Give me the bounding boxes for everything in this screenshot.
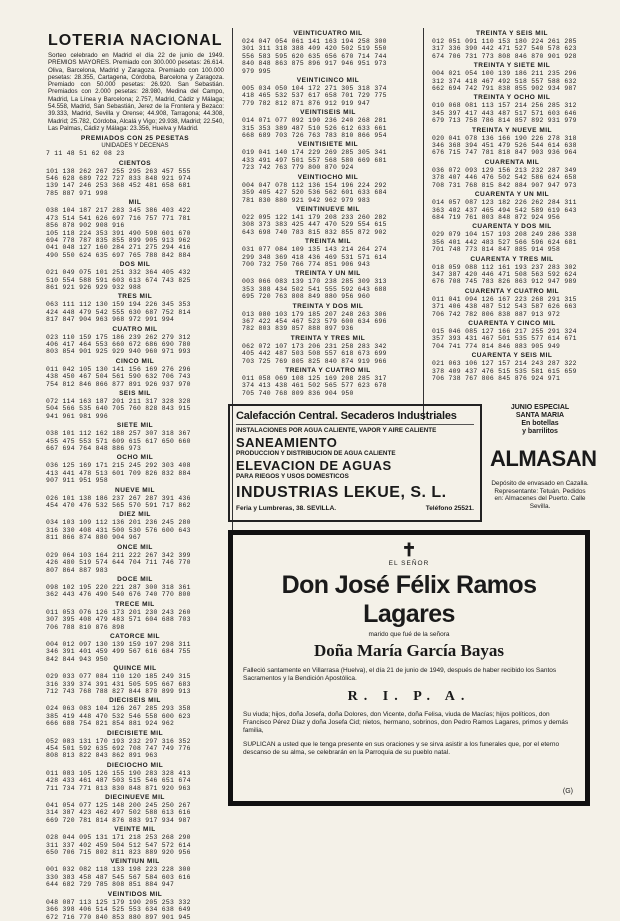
number-row: 668 689 703 726 763 783 810 866 954 bbox=[242, 132, 387, 140]
section-heading: ONCE MIL bbox=[117, 543, 153, 551]
number-row: 840 848 863 875 896 917 946 951 973 bbox=[242, 60, 387, 68]
section-heading: OCHO MIL bbox=[116, 454, 154, 462]
section-heading: TREINTA MIL bbox=[305, 238, 351, 246]
number-row: 020 041 078 136 166 190 226 278 318 bbox=[432, 134, 577, 142]
section-heading: VEINTISIETE MIL bbox=[297, 141, 359, 149]
number-row: 374 413 438 461 502 565 577 623 678 bbox=[242, 382, 387, 390]
number-row: 038 104 187 217 283 345 386 403 422 bbox=[46, 207, 191, 215]
column-rule bbox=[423, 28, 424, 420]
number-row: 779 782 812 871 876 912 919 947 bbox=[242, 99, 371, 107]
obituary-request: SUPLICAN a usted que le tenga presente en sus oraciones y se sirva asistir a los funerales que, por el eterno descanso de su alma, se celebrarán en la Parroquia de su pueblo natal. bbox=[243, 741, 560, 756]
number-row: 708 731 768 815 842 884 907 947 973 bbox=[432, 181, 577, 189]
section-heading: VEINTIDOS MIL bbox=[107, 890, 163, 898]
number-row: 048 087 113 125 179 190 205 253 332 bbox=[46, 898, 191, 906]
section-heading: CUARENTA Y SEIS MIL bbox=[471, 352, 553, 360]
section-heading: CUARENTA MIL bbox=[484, 158, 540, 166]
number-row: 676 708 745 783 826 863 912 947 989 bbox=[432, 278, 577, 286]
number-row: 781 830 880 921 942 962 979 983 bbox=[242, 196, 371, 204]
number-row: 003 066 083 139 170 238 285 309 313 bbox=[242, 278, 387, 286]
ad-line: PARA RIEGOS Y USOS DOMESTICOS bbox=[236, 473, 349, 480]
section-heading: TREINTA Y UN MIL bbox=[295, 270, 361, 278]
section-heading: DIECISIETE MIL bbox=[106, 729, 164, 737]
section-heading: CUARENTA Y CINCO MIL bbox=[468, 319, 556, 327]
number-row: 301 311 318 388 409 420 502 519 550 bbox=[242, 45, 387, 53]
number-row: 308 373 383 425 447 470 529 554 615 bbox=[242, 221, 387, 229]
obituary-footer: (G) bbox=[562, 788, 573, 795]
section-heading: CUARENTA Y TRES MIL bbox=[470, 255, 554, 263]
number-row: 004 012 097 130 139 159 197 298 311 bbox=[46, 640, 191, 648]
obituary-name: Don José Félix Ramos Lagares bbox=[281, 571, 537, 628]
number-row: 024 063 083 104 126 267 285 293 358 bbox=[46, 705, 191, 713]
number-row: 669 720 781 814 876 883 917 934 987 bbox=[46, 816, 191, 824]
number-row: 454 501 592 635 692 708 747 749 776 bbox=[46, 745, 191, 753]
section-heading: CUATRO MIL bbox=[112, 325, 158, 333]
number-row: 941 961 981 996 bbox=[46, 412, 109, 420]
number-row: 807 864 887 983 bbox=[46, 566, 109, 574]
number-row: 139 147 246 253 368 452 481 658 681 bbox=[46, 182, 191, 190]
section-heading: DIECINUEVE MIL bbox=[105, 794, 165, 802]
lottery-intro: Sorteo celebrado en Madrid el día 22 de junio de 1949. PREMIOS MAYORES. Premiado con 300.000 pesetas: 26.614. Oliva, Barcelona, Madrid y Zaragoza. Premiado con 100.000 pesetas: 28.355, Cartagena, Córdoba, Barcelona y Zaragoza. Premiado con 50.000 pesetas: 26.920. San Sebastián. Premiados con 2.000 pesetas: 28.980, Medina del Campo, Madrid, La Línea y Barcelona; 2.757, Madrid, Cádiz y Málaga; 54.558, Madrid, San Sebastián, Jerez de la Frontera y Bezaco: 39.333, Madrid, Sevilla y Orense; 44.908, Tarragona; 44.308, Madrid; 25.782, Córdoba, Alcalá y Vigo; 29.938, Madrid; 22.540, Las Palmas, Cádiz y Málaga: 23.356, Huelva y Madrid. bbox=[48, 52, 224, 132]
section-heading: TRES MIL bbox=[117, 293, 153, 301]
number-row: 754 812 846 866 877 891 926 937 970 bbox=[46, 380, 191, 388]
number-row: 098 102 195 220 221 287 300 318 361 bbox=[46, 583, 191, 591]
number-row: 378 407 446 476 502 542 586 624 658 bbox=[432, 174, 577, 182]
number-row: 842 844 943 950 bbox=[46, 655, 109, 663]
number-row: 371 406 438 487 512 543 587 626 663 bbox=[432, 303, 577, 311]
number-row: 817 847 904 963 968 972 991 994 bbox=[46, 316, 175, 324]
section-heading: SEIS MIL bbox=[119, 390, 151, 398]
number-row: 345 397 417 443 487 517 571 603 646 bbox=[432, 109, 577, 117]
number-row: 679 713 758 786 814 857 892 931 979 bbox=[432, 117, 577, 125]
number-row: 363 402 437 465 494 542 589 619 643 bbox=[432, 206, 577, 214]
number-row: 011 058 069 108 125 169 208 285 317 bbox=[242, 375, 387, 382]
ad-line: PRODUCCION Y DISTRIBUCION DE AGUA CALIENTE bbox=[236, 450, 396, 457]
number-row: 005 034 050 104 172 271 305 318 374 bbox=[242, 85, 387, 93]
number-row: 013 080 103 179 185 207 248 263 306 bbox=[242, 310, 387, 318]
number-row: 700 732 750 766 774 851 906 943 bbox=[242, 260, 371, 268]
ad-body: Depósito de envasado en Cazalla. Representante: Tetuán. Pedidos en: Almacenes del Puerto. Calle Sevilla. bbox=[491, 480, 589, 510]
number-row: 024 047 054 061 141 163 194 258 300 bbox=[242, 38, 387, 45]
number-row: 015 046 085 127 166 217 255 291 324 bbox=[432, 327, 577, 335]
section-heading: CUARENTA Y DOS MIL bbox=[472, 223, 552, 231]
section-heading: TREINTA Y DOS MIL bbox=[292, 302, 364, 310]
section-heading: MIL bbox=[128, 199, 142, 207]
number-row: 011 041 094 126 167 223 268 291 315 bbox=[432, 295, 577, 303]
number-row: 014 071 077 092 190 236 240 268 281 bbox=[242, 117, 387, 125]
number-row: 316 339 374 391 431 505 595 667 683 bbox=[46, 680, 191, 688]
number-list bbox=[430, 30, 594, 382]
number-row: 704 741 774 814 846 883 905 949 bbox=[432, 342, 561, 350]
ad-elevacion: ELEVACION DE AGUAS bbox=[236, 458, 392, 473]
number-row: 312 374 418 467 492 518 557 588 632 bbox=[432, 77, 577, 85]
number-row: 378 409 437 476 515 535 581 615 659 bbox=[432, 367, 577, 375]
number-row: 643 698 740 783 815 832 855 872 902 bbox=[242, 228, 387, 236]
number-row: 556 583 595 620 635 656 670 714 744 bbox=[242, 52, 387, 60]
section-heading: TREINTA Y CUATRO MIL bbox=[285, 367, 371, 374]
ad-address-line bbox=[236, 505, 474, 512]
number-row: 723 742 763 779 800 870 924 bbox=[242, 164, 354, 172]
section-heading: NUEVE MIL bbox=[115, 486, 155, 494]
number-row: 490 550 624 635 697 765 788 842 884 bbox=[46, 251, 191, 259]
number-row: 861 921 926 929 932 988 bbox=[46, 283, 142, 291]
section-heading: CINCO MIL bbox=[115, 357, 155, 365]
number-row: 105 118 224 353 391 490 598 601 670 bbox=[46, 229, 191, 237]
number-row: 674 706 731 773 808 846 870 901 928 bbox=[432, 52, 577, 60]
section-heading: VEINTICINCO MIL bbox=[296, 77, 360, 85]
number-row: 705 740 768 809 836 904 950 bbox=[242, 389, 354, 397]
number-row: 711 734 771 813 830 848 871 920 963 bbox=[46, 784, 191, 792]
section-heading: DIEZ MIL bbox=[119, 511, 151, 519]
number-row: 684 719 761 803 848 872 924 956 bbox=[432, 213, 561, 221]
section-heading: DOS MIL bbox=[119, 261, 151, 269]
section-heading: DOCE MIL bbox=[117, 575, 153, 583]
number-row: 011 083 105 126 155 190 283 328 413 bbox=[46, 769, 191, 777]
section-heading: VEINTIOCHO MIL bbox=[297, 173, 359, 181]
section-heading: DIECISEIS MIL bbox=[109, 697, 161, 705]
number-row: 676 715 747 781 818 847 903 936 964 bbox=[432, 149, 577, 157]
number-row: 712 743 768 788 827 844 870 899 913 bbox=[46, 687, 191, 695]
section-heading: TREINTA Y SEIS MIL bbox=[476, 30, 548, 37]
number-row: 455 475 553 571 609 615 617 650 660 bbox=[46, 437, 191, 445]
number-row: 695 720 763 808 849 880 956 960 bbox=[242, 293, 371, 301]
number-row: 023 110 159 175 186 239 262 279 312 bbox=[46, 333, 191, 341]
number-row: 418 465 532 537 617 658 701 729 775 bbox=[242, 92, 387, 100]
number-row: 473 514 541 626 697 716 757 771 781 bbox=[46, 214, 191, 222]
section-heading: TREINTA Y OCHO MIL bbox=[473, 94, 551, 102]
number-row: 362 443 476 490 540 676 740 770 800 bbox=[46, 591, 191, 599]
prize-subhead-2: UNIDADES Y DECENAS bbox=[101, 143, 169, 150]
obituary-death: Falleció santamente en Villarrasa (Huelva), el día 21 de junio de 1949, después de haber recibido los Santos Sacramentos y la Bendición Apostólica. bbox=[243, 667, 557, 682]
number-row: 036 072 093 129 156 213 232 287 349 bbox=[432, 166, 577, 174]
number-row: 353 388 434 502 541 555 592 643 688 bbox=[242, 285, 387, 293]
number-row: 357 393 431 467 501 535 577 614 671 bbox=[432, 335, 577, 343]
number-row: 012 051 091 110 153 180 224 261 285 bbox=[432, 38, 577, 45]
obituary-rip: R. I. P. A. bbox=[347, 689, 471, 704]
number-row: 7 11 48 51 62 08 23 bbox=[46, 150, 125, 158]
number-row: 413 441 478 513 601 709 826 832 884 bbox=[46, 469, 191, 477]
number-row: 406 417 464 553 660 672 686 690 780 bbox=[46, 340, 191, 348]
number-row: 004 021 054 100 139 186 211 235 296 bbox=[432, 70, 577, 78]
number-row: 694 778 787 835 855 899 905 913 962 bbox=[46, 236, 191, 244]
ad-heading: Calefacción Central. Secaderos Industriales bbox=[236, 410, 457, 422]
number-row: 028 044 095 131 171 218 253 268 290 bbox=[46, 834, 191, 842]
section-heading: QUINCE MIL bbox=[113, 665, 157, 673]
industrias-lekue-ad bbox=[228, 404, 482, 522]
number-row: 346 391 401 459 499 567 616 684 755 bbox=[46, 648, 191, 656]
lottery-title: LOTERIA NACIONAL bbox=[48, 32, 223, 49]
number-row: 021 049 075 101 251 332 364 405 432 bbox=[46, 269, 191, 277]
obituary-husband: marido que fué de la señora bbox=[368, 631, 450, 638]
number-row: 803 854 901 925 929 940 960 971 993 bbox=[46, 348, 191, 356]
number-row: 785 887 971 998 bbox=[46, 189, 109, 197]
number-row: 052 083 131 170 193 232 297 316 352 bbox=[46, 737, 191, 745]
section-heading: VEINTINUEVE MIL bbox=[296, 205, 360, 213]
number-row: 367 422 454 467 523 579 600 634 696 bbox=[242, 317, 387, 325]
obituary-notice bbox=[228, 530, 590, 806]
ad-brand: ALMASAN bbox=[490, 446, 597, 471]
number-row: 907 911 951 958 bbox=[46, 477, 109, 485]
prize-subhead: PREMIADOS CON 25 PESETAS bbox=[80, 135, 190, 143]
number-row: 021 063 106 127 157 214 243 287 322 bbox=[432, 360, 577, 368]
ad-line: INSTALACIONES POR AGUA CALIENTE, VAPOR Y AIRE CALIENTE bbox=[236, 427, 437, 434]
number-row: 359 405 427 520 536 562 601 633 684 bbox=[242, 189, 387, 197]
number-row: 701 748 773 814 847 885 914 958 bbox=[432, 246, 561, 254]
number-row: 667 694 764 848 886 973 bbox=[46, 445, 142, 453]
number-row: 314 387 423 462 497 502 588 613 616 bbox=[46, 809, 191, 817]
number-row: 041 048 127 160 284 271 275 294 416 bbox=[46, 244, 191, 252]
number-row: 856 878 902 908 916 bbox=[46, 222, 125, 230]
section-heading: TRECE MIL bbox=[115, 600, 155, 608]
obituary-senor: EL SEÑOR bbox=[388, 560, 430, 567]
number-row: 041 054 077 125 148 200 245 250 267 bbox=[46, 802, 191, 810]
number-row: 022 095 122 141 179 208 233 260 282 bbox=[242, 213, 387, 221]
cross-icon: ✝ bbox=[401, 540, 417, 560]
number-row: 029 064 103 164 211 222 267 342 399 bbox=[46, 551, 191, 559]
number-row: 316 330 408 431 500 530 576 600 643 bbox=[46, 526, 191, 534]
number-row: 706 738 767 806 845 876 924 971 bbox=[432, 375, 561, 382]
section-heading: VEINTICUATRO MIL bbox=[293, 30, 363, 37]
number-row: 011 042 105 130 141 156 169 276 296 bbox=[46, 365, 191, 373]
number-row: 644 682 729 785 808 851 884 947 bbox=[46, 881, 175, 889]
number-row: 510 554 588 591 603 613 674 743 825 bbox=[46, 276, 191, 284]
number-row: 062 072 107 173 206 231 258 283 342 bbox=[242, 342, 387, 350]
ad-company: INDUSTRIAS LEKUE, S. L. bbox=[236, 484, 447, 501]
number-row: 101 138 262 267 255 295 263 457 555 bbox=[46, 167, 191, 175]
number-row: 706 788 810 876 898 bbox=[46, 623, 125, 631]
number-row: 299 348 369 418 436 469 531 571 614 bbox=[242, 253, 387, 261]
section-heading: TREINTA Y NUEVE MIL bbox=[471, 126, 553, 134]
number-row: 346 368 394 451 479 526 544 614 638 bbox=[432, 142, 577, 150]
number-row: 307 395 408 479 483 571 604 688 703 bbox=[46, 616, 191, 624]
number-row: 706 742 782 806 838 887 913 972 bbox=[432, 310, 561, 318]
ad-line: En botellas bbox=[521, 420, 559, 427]
section-heading: VEINTE MIL bbox=[114, 826, 156, 834]
number-row: 315 353 389 487 510 526 612 633 661 bbox=[242, 124, 387, 132]
obituary-wife: Doña María García Bayas bbox=[314, 641, 504, 660]
section-heading: VEINTISEIS MIL bbox=[300, 109, 356, 117]
number-row: 356 401 442 483 527 566 596 624 681 bbox=[432, 238, 577, 246]
number-list bbox=[44, 150, 226, 921]
almasan-ad bbox=[490, 404, 597, 530]
ad-address: Feria y Lumbreras, 38. SEVILLA. bbox=[236, 505, 337, 512]
number-row: 031 077 084 109 135 143 214 264 274 bbox=[242, 246, 387, 254]
number-row: 038 101 112 162 188 257 307 318 367 bbox=[46, 430, 191, 438]
number-row: 366 398 406 514 525 553 634 638 649 bbox=[46, 906, 191, 914]
ad-saneamiento: SANEAMIENTO bbox=[236, 435, 338, 450]
number-row: 672 716 770 840 853 880 897 901 945 bbox=[46, 913, 191, 921]
number-row: 014 057 087 123 182 226 262 284 311 bbox=[432, 199, 577, 207]
number-row: 011 053 076 126 173 201 230 243 260 bbox=[46, 608, 191, 616]
number-row: 424 448 479 542 555 630 687 752 814 bbox=[46, 308, 191, 316]
number-row: 330 383 458 487 545 567 584 603 616 bbox=[46, 873, 191, 881]
divider bbox=[236, 424, 474, 425]
ad-phone: Teléfono 25521. bbox=[425, 505, 474, 512]
number-row: 662 694 742 791 838 855 902 934 987 bbox=[432, 85, 577, 93]
lottery-column-1 bbox=[44, 28, 226, 921]
section-heading: VEINTIUN MIL bbox=[110, 858, 160, 866]
ad-line: SANTA MARIA bbox=[515, 412, 565, 419]
number-row: 004 047 078 112 136 154 196 224 292 bbox=[242, 181, 387, 189]
number-row: 347 387 420 446 471 508 563 592 624 bbox=[432, 270, 577, 278]
section-heading: CUARENTA Y UN MIL bbox=[474, 191, 550, 199]
number-row: 029 033 077 084 110 120 185 249 315 bbox=[46, 673, 191, 681]
number-row: 018 059 088 112 161 193 237 283 302 bbox=[432, 263, 577, 271]
number-row: 311 337 402 459 504 512 547 572 614 bbox=[46, 841, 191, 849]
number-row: 063 111 112 130 159 194 226 345 353 bbox=[46, 301, 191, 309]
lottery-column-2 bbox=[240, 28, 416, 420]
number-row: 546 628 689 722 727 833 848 921 974 bbox=[46, 175, 191, 183]
number-row: 317 336 390 442 471 527 540 578 623 bbox=[432, 45, 577, 53]
number-row: 979 995 bbox=[242, 67, 271, 75]
ad-line: JUNIO ESPECIAL bbox=[510, 404, 570, 411]
number-row: 019 041 140 174 229 269 285 305 341 bbox=[242, 149, 387, 157]
section-heading: DIECIOCHO MIL bbox=[106, 761, 164, 769]
section-heading: TREINTA Y SIETE MIL bbox=[473, 62, 551, 70]
number-row: 026 101 138 186 237 267 287 391 436 bbox=[46, 494, 191, 502]
number-list bbox=[240, 30, 416, 397]
section-heading: CUARENTA Y CUATRO MIL bbox=[464, 287, 560, 295]
number-row: 036 125 169 171 215 245 292 303 408 bbox=[46, 462, 191, 470]
number-row: 010 068 081 113 157 214 256 285 312 bbox=[432, 102, 577, 110]
number-row: 703 725 769 805 825 840 874 919 966 bbox=[242, 357, 387, 365]
number-row: 454 470 476 532 565 570 591 717 862 bbox=[46, 502, 191, 510]
section-heading: CATORCE MIL bbox=[109, 632, 161, 640]
number-row: 811 866 874 880 904 967 bbox=[46, 534, 142, 542]
number-row: 666 688 754 821 854 881 924 962 bbox=[46, 720, 175, 728]
number-row: 808 813 822 843 862 891 963 bbox=[46, 752, 158, 760]
section-heading: TREINTA Y TRES MIL bbox=[290, 334, 366, 342]
lottery-column-3 bbox=[430, 28, 594, 420]
number-row: 029 079 104 157 193 208 249 286 338 bbox=[432, 231, 577, 239]
number-row: 405 442 487 503 508 557 618 673 699 bbox=[242, 350, 387, 358]
number-row: 782 803 839 857 888 897 936 bbox=[242, 325, 354, 333]
obituary-family: Su viuda; hijos, doña Josefa, doña Dolores, don Vicente, doña Felisa, viuda de Macías; hijos políticos, don Francisco Pérez Díaz y doña Josefa Cid; nietos, hermano, sobrinos, don Pedro Ramos Lagares, primos y demás familia, bbox=[243, 711, 569, 734]
number-row: 385 419 448 470 532 546 558 600 623 bbox=[46, 712, 191, 720]
number-row: 428 433 461 487 503 515 546 651 674 bbox=[46, 777, 191, 785]
section-heading: SIETE MIL bbox=[116, 422, 154, 430]
section-heading: CIENTOS bbox=[118, 159, 152, 167]
number-row: 438 450 467 504 561 590 632 706 743 bbox=[46, 373, 191, 381]
number-row: 072 114 163 187 201 211 317 328 328 bbox=[46, 398, 191, 406]
number-row: 001 032 082 118 133 198 223 228 300 bbox=[46, 866, 191, 874]
number-row: 034 103 109 112 136 201 236 245 280 bbox=[46, 519, 191, 527]
number-row: 650 706 715 802 811 823 889 920 956 bbox=[46, 849, 191, 857]
number-row: 504 566 535 640 705 760 828 843 915 bbox=[46, 405, 191, 413]
number-row: 426 480 519 574 644 704 711 746 770 bbox=[46, 559, 191, 567]
number-row: 433 491 497 501 557 568 580 669 681 bbox=[242, 156, 387, 164]
ad-line: y barrilitos bbox=[522, 428, 558, 435]
